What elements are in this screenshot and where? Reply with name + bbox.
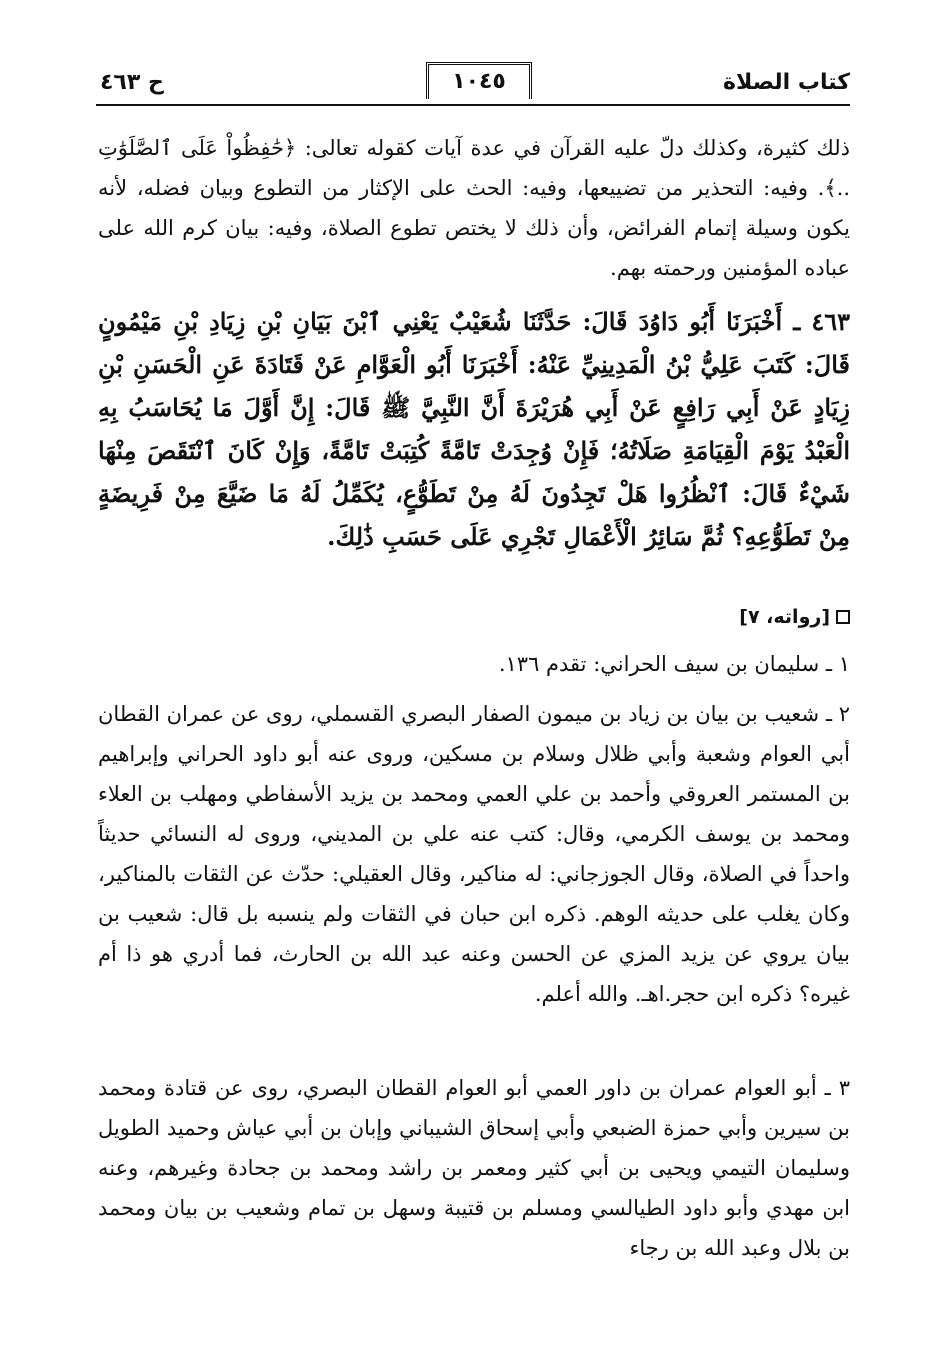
book-title: كتاب الصلاة: [723, 70, 850, 95]
narrators-heading-text: [رواته، ٧]: [739, 606, 830, 628]
page-header: [96, 62, 850, 112]
narrators-heading: [739, 606, 850, 628]
page-number: ١٠٤٥: [426, 62, 532, 99]
narrator-entry-1: [98, 644, 850, 684]
hadith-text: ٤٦٣ ـ أَخْبَرَنَا أَبُو دَاوُدَ قَالَ: حَدَّثَنَا شُعَيْبٌ يَعْنِي ٱبْنَ بَيَانِ بْنِ زِيَادِ بْنِ مَيْمُونٍ قَالَ: كَتَبَ عَلِيُّ بْنُ الْمَدِينِيِّ عَنْهُ: أَخْبَرَنَا أَبُو الْعَوَّامِ عَنْ قَتَادَةَ عَنِ الْحَسَنِ بْنِ زِيَادٍ عَنْ أَبِي رَافِعٍ عَنْ أَبِي هُرَيْرَةَ أَنَّ النَّبِيَّ ﷺ قَالَ: إِنَّ أَوَّلَ مَا يُحَاسَبُ بِهِ الْعَبْدُ يَوْمَ الْقِيَامَةِ صَلَاتُهُ؛ فَإِنْ وُجِدَتْ تَامَّةً كُتِبَتْ تَامَّةً، وَإِنْ كَانَ ٱنْتَقَصَ مِنْهَا شَيْءٌ قَالَ: ٱنْظُرُوا هَلْ تَجِدُونَ لَهُ مِنْ تَطَوُّعٍ، يُكَمِّلُ لَهُ مَا ضَيَّعَ مِنْ فَرِيضَةٍ مِنْ تَطَوُّعِهِ؟ ثُمَّ سَائِرُ الْأَعْمَالِ تَجْرِي عَلَى حَسَبِ ذَٰلِكَ.: [98, 307, 850, 551]
commentary-text: ذلك كثيرة، وكذلك دلّ عليه القرآن في عدة آيات كقوله تعالى: ﴿حَٰفِظُواْ عَلَى ٱلصَّلَوَٰتِ ..﴾. وفيه: التحذير من تضييعها، وفيه: الحث على الإكثار من التطوع وبيان فضله، لأنه يكون وسيلة إتمام الفرائض، وأن ذلك لا يختص تطوع الصلاة، وفيه: بيان كرم الله على عباده المؤمنين ورحمته بهم.: [98, 136, 850, 280]
narrator-text: ٣ ـ أبو العوام عمران بن داور العمي أبو العوام القطان البصري، روى عن قتادة ومحمد بن سيرين وأبي حمزة الضبعي وأبي إسحاق الشيباني وإبان بن أبي عياش وحميد الطويل وسليمان التيمي ويحيى بن أبي كثير ومعمر بن راشد ومحمد بن جحادة وغيرهم، وعنه ابن مهدي وأبو داود الطيالسي ومسلم بن قتيبة وسهل بن تمام وشعيب بن بيان ومحمد بن بلال وعبد الله بن رجاء: [98, 1076, 850, 1260]
narrator-entry-2: [98, 694, 850, 1014]
narrator-text: ١ ـ سليمان بن سيف الحراني: تقدم ١٣٦.: [498, 652, 850, 676]
hadith-paragraph: [98, 300, 850, 558]
narrator-entry-3: [98, 1068, 850, 1268]
commentary-paragraph: [98, 128, 850, 288]
narrator-text: ٢ ـ شعيب بن بيان بن زياد بن ميمون الصفار البصري القسملي، روى عن عمران القطان أبي العوام وشعبة وأبي ظلال وسلام بن مسكين، وروى عنه أبو داود الحراني وإبراهيم بن المستمر العروقي وأحمد بن علي العمي ومحمد بن يزيد الأسفاطي ومهلب بن العلاء ومحمد بن يوسف الكرمي، وقال: كتب عنه علي بن المديني، وروى له النسائي حديثاً واحداً في الصلاة، وقال الجوزجاني: له مناكير، وقال العقيلي: حدّث عن الثقات بالمناكير، وكان يغلب على حديثه الوهم. ذكره ابن حبان في الثقات ولم ينسبه بل قال: شعيب بن بيان يروي عن يزيد المزي عن الحسن وعنه عبد الله بن الحارث، فما أدري هو ذا أم غيره؟ ذكره ابن حجر.اهـ. والله أعلم.: [98, 702, 850, 1006]
square-bullet-icon: [836, 610, 850, 624]
hadith-reference: ح ٤٦٣: [100, 70, 164, 95]
header-rule: [96, 104, 850, 106]
